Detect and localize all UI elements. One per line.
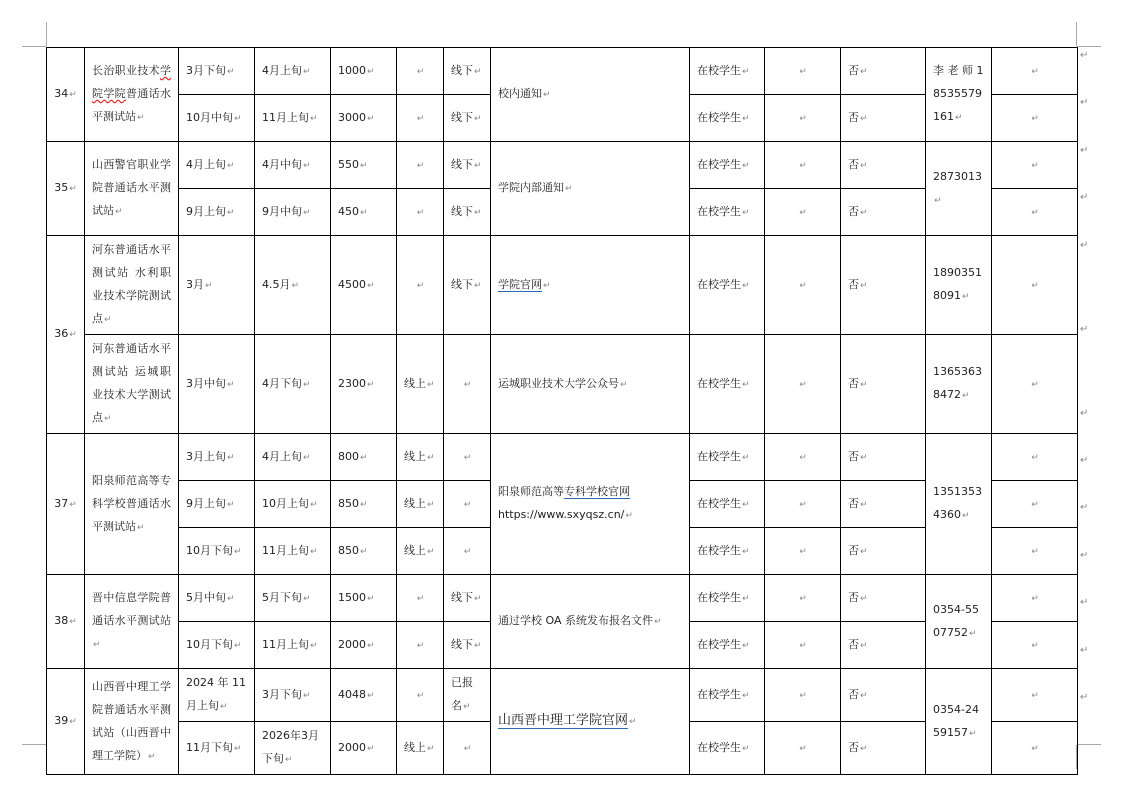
row-end-mark: ↵	[1080, 597, 1089, 608]
extra-cell[interactable]: ↵	[765, 669, 841, 722]
note[interactable]: ↵	[992, 434, 1078, 481]
open-to-public[interactable]: 否↵	[841, 95, 926, 142]
row-end-mark: ↵	[1080, 502, 1089, 513]
target-group[interactable]: 在校学生↵	[690, 48, 765, 95]
registration-start[interactable]: 3月上旬↵	[179, 434, 255, 481]
notice-channel[interactable]: 校内通知↵	[491, 48, 690, 142]
notice-channel[interactable]: 学院官网↵	[491, 236, 690, 335]
crop-mark-bottom-right-h	[1077, 744, 1101, 745]
row-end-mark: ↵	[1080, 97, 1089, 108]
test-time[interactable]: 4月中旬↵	[255, 142, 331, 189]
note[interactable]: ↵	[992, 48, 1078, 95]
mode-offline[interactable]: 已报名↵	[444, 669, 491, 722]
crop-mark-bottom-left-h	[22, 744, 46, 745]
note[interactable]: ↵	[992, 481, 1078, 528]
quota[interactable]: 800↵	[331, 434, 397, 481]
contact[interactable]: 2873013↵	[926, 142, 992, 236]
mode-offline[interactable]: ↵	[444, 335, 491, 434]
target-group[interactable]: 在校学生↵	[690, 722, 765, 775]
station-name[interactable]: 晋中信息学院普通话水平测试站↵	[85, 575, 179, 669]
target-group[interactable]: 在校学生↵	[690, 434, 765, 481]
row-end-mark: ↵	[1080, 324, 1089, 335]
open-to-public[interactable]: 否↵	[841, 481, 926, 528]
open-to-public[interactable]: 否↵	[841, 335, 926, 434]
note[interactable]: ↵	[992, 575, 1078, 622]
registration-start[interactable]: 9月上旬↵	[179, 481, 255, 528]
notice-url[interactable]: https://www.sxyqsz.cn/	[498, 508, 625, 521]
note[interactable]: ↵	[992, 236, 1078, 335]
row-number[interactable]: 37↵	[47, 434, 85, 575]
target-group[interactable]: 在校学生↵	[690, 236, 765, 335]
test-time[interactable]: 11月上旬↵	[255, 95, 331, 142]
open-to-public[interactable]: 否↵	[841, 722, 926, 775]
note[interactable]: ↵	[992, 189, 1078, 236]
target-group[interactable]: 在校学生↵	[690, 528, 765, 575]
table-row	[47, 236, 1078, 335]
mode-online[interactable]: ↵	[397, 189, 444, 236]
row-end-mark: ↵	[1080, 145, 1089, 156]
table-row	[47, 575, 1078, 622]
mode-online[interactable]: 线上↵	[397, 722, 444, 775]
mode-offline[interactable]: 线下↵	[444, 622, 491, 669]
extra-cell[interactable]: ↵	[765, 236, 841, 335]
row-end-mark: ↵	[1080, 455, 1089, 466]
mode-online[interactable]: ↵	[397, 622, 444, 669]
mode-online[interactable]: 线上↵	[397, 481, 444, 528]
extra-cell[interactable]: ↵	[765, 48, 841, 95]
registration-start[interactable]: 2024 年 11 月上旬↵	[179, 669, 255, 722]
notice-link[interactable]: 专科学校官网	[564, 485, 630, 498]
note[interactable]: ↵	[992, 95, 1078, 142]
mode-offline[interactable]: ↵	[444, 528, 491, 575]
quota[interactable]: 4048↵	[331, 669, 397, 722]
quota[interactable]: 1000↵	[331, 48, 397, 95]
open-to-public[interactable]: 否↵	[841, 48, 926, 95]
registration-start[interactable]: 4月上旬↵	[179, 142, 255, 189]
quota[interactable]: 2300↵	[331, 335, 397, 434]
notice-channel[interactable]: 阳泉师范高等专科学校官网 https://www.sxyqsz.cn/↵	[491, 434, 690, 575]
test-time[interactable]: 4月上旬↵	[255, 434, 331, 481]
test-time[interactable]: 4月下旬↵	[255, 335, 331, 434]
test-time[interactable]: 10月上旬↵	[255, 481, 331, 528]
extra-cell[interactable]: ↵	[765, 142, 841, 189]
note[interactable]: ↵	[992, 528, 1078, 575]
quota[interactable]: 1500↵	[331, 575, 397, 622]
mode-offline[interactable]: 线下↵	[444, 575, 491, 622]
quota[interactable]: 2000↵	[331, 722, 397, 775]
mode-online[interactable]: 线上↵	[397, 434, 444, 481]
test-time[interactable]: 4月上旬↵	[255, 48, 331, 95]
mode-online[interactable]: ↵	[397, 95, 444, 142]
note[interactable]: ↵	[992, 622, 1078, 669]
notice-link[interactable]: 山西晋中理工学院官网	[498, 713, 629, 728]
station-name[interactable]: 阳泉师范高等专科学校普通话水平测试站↵	[85, 434, 179, 575]
quota[interactable]: 850↵	[331, 481, 397, 528]
mode-online[interactable]: 线上↵	[397, 528, 444, 575]
quota[interactable]: 550↵	[331, 142, 397, 189]
contact[interactable]: 13653638472↵	[926, 335, 992, 434]
note[interactable]: ↵	[992, 142, 1078, 189]
open-to-public[interactable]: 否↵	[841, 575, 926, 622]
notice-channel[interactable]: 学院内部通知↵	[491, 142, 690, 236]
registration-start[interactable]: 3月下旬↵	[179, 48, 255, 95]
crop-mark-top-left-h	[22, 46, 46, 47]
registration-start[interactable]: 10月中旬↵	[179, 95, 255, 142]
contact[interactable]: 0354-2459157↵	[926, 669, 992, 775]
open-to-public[interactable]: 否↵	[841, 622, 926, 669]
target-group[interactable]: 在校学生↵	[690, 669, 765, 722]
row-number[interactable]: 34↵	[47, 48, 85, 142]
registration-start[interactable]: 3月中旬↵	[179, 335, 255, 434]
row-end-mark: ↵	[1080, 192, 1089, 203]
quota[interactable]: 2000↵	[331, 622, 397, 669]
target-group[interactable]: 在校学生↵	[690, 575, 765, 622]
row-end-mark: ↵	[1080, 408, 1089, 419]
target-group[interactable]: 在校学生↵	[690, 142, 765, 189]
registration-start[interactable]: 5月中旬↵	[179, 575, 255, 622]
registration-start[interactable]: 3月↵	[179, 236, 255, 335]
quota[interactable]: 3000↵	[331, 95, 397, 142]
test-time[interactable]: 3月下旬↵	[255, 669, 331, 722]
open-to-public[interactable]: 否↵	[841, 142, 926, 189]
target-group[interactable]: 在校学生↵	[690, 95, 765, 142]
mode-online[interactable]: ↵	[397, 48, 444, 95]
test-time[interactable]: 9月中旬↵	[255, 189, 331, 236]
extra-cell[interactable]: ↵	[765, 481, 841, 528]
open-to-public[interactable]: 否↵	[841, 669, 926, 722]
station-name[interactable]: 山西警官职业学院普通话水平测试站↵	[85, 142, 179, 236]
target-group[interactable]: 在校学生↵	[690, 189, 765, 236]
extra-cell[interactable]: ↵	[765, 335, 841, 434]
mode-online[interactable]: ↵	[397, 669, 444, 722]
row-number[interactable]: 35↵	[47, 142, 85, 236]
notice-link[interactable]: 学院官网	[498, 277, 542, 291]
test-time[interactable]: 5月下旬↵	[255, 575, 331, 622]
note[interactable]: ↵	[992, 335, 1078, 434]
notice-channel[interactable]: 山西晋中理工学院官网↵	[491, 669, 690, 775]
table-row	[47, 335, 1078, 434]
quota[interactable]: 450↵	[331, 189, 397, 236]
row-end-mark: ↵	[1080, 50, 1089, 61]
table-row	[47, 669, 1078, 722]
crop-mark-top-right-h	[1077, 46, 1101, 47]
open-to-public[interactable]: 否↵	[841, 236, 926, 335]
mode-offline[interactable]: 线下↵	[444, 142, 491, 189]
note[interactable]: ↵	[992, 669, 1078, 722]
contact[interactable]: 18903518091↵	[926, 236, 992, 335]
mode-offline[interactable]: 线下↵	[444, 48, 491, 95]
mode-offline[interactable]: ↵	[444, 434, 491, 481]
row-end-mark: ↵	[1080, 645, 1089, 656]
row-end-mark: ↵	[1080, 692, 1089, 703]
registration-start[interactable]: 10月下旬↵	[179, 528, 255, 575]
test-time[interactable]: 11月上旬↵	[255, 528, 331, 575]
station-name[interactable]: 河东普通话水平测试站 运城职业技术大学测试点↵	[85, 335, 179, 434]
mode-online[interactable]: ↵	[397, 236, 444, 335]
test-time[interactable]: 2026年3月下旬↵	[255, 722, 331, 775]
mode-offline[interactable]: ↵	[444, 722, 491, 775]
open-to-public[interactable]: 否↵	[841, 189, 926, 236]
row-end-mark: ↵	[1080, 550, 1089, 561]
extra-cell[interactable]: ↵	[765, 622, 841, 669]
mode-offline[interactable]: 线下↵	[444, 95, 491, 142]
row-number[interactable]: 36↵	[47, 236, 85, 434]
target-group[interactable]: 在校学生↵	[690, 481, 765, 528]
contact[interactable]: 李 老 师 18535579161↵	[926, 48, 992, 142]
extra-cell[interactable]: ↵	[765, 95, 841, 142]
mode-offline[interactable]: ↵	[444, 481, 491, 528]
quota[interactable]: 4500↵	[331, 236, 397, 335]
mode-online[interactable]: 线上↵	[397, 335, 444, 434]
table-row	[47, 48, 1078, 95]
extra-cell[interactable]: ↵	[765, 434, 841, 481]
open-to-public[interactable]: 否↵	[841, 528, 926, 575]
contact[interactable]: 13513534360↵	[926, 434, 992, 575]
contact[interactable]: 0354-5507752↵	[926, 575, 992, 669]
crop-mark-top-right-v	[1076, 22, 1077, 46]
row-end-mark: ↵	[1080, 240, 1089, 251]
extra-cell[interactable]: ↵	[765, 189, 841, 236]
extra-cell[interactable]: ↵	[765, 722, 841, 775]
table-row	[47, 142, 1078, 189]
extra-cell[interactable]: ↵	[765, 528, 841, 575]
target-group[interactable]: 在校学生↵	[690, 622, 765, 669]
registration-start[interactable]: 9月上旬↵	[179, 189, 255, 236]
station-name[interactable]: 长治职业技术学院学院普通话水平测试站↵	[85, 48, 179, 142]
test-schedule-table	[46, 47, 1078, 775]
row-number[interactable]: 38↵	[47, 575, 85, 669]
test-time[interactable]: 11月上旬↵	[255, 622, 331, 669]
quota[interactable]: 850↵	[331, 528, 397, 575]
mode-online[interactable]: ↵	[397, 575, 444, 622]
row-number[interactable]: 39↵	[47, 669, 85, 775]
note[interactable]: ↵	[992, 722, 1078, 775]
spellcheck-underline: 学院学院	[92, 64, 171, 100]
mode-offline[interactable]: 线下↵	[444, 236, 491, 335]
crop-mark-top-left-v	[46, 22, 47, 46]
mode-offline[interactable]: 线下↵	[444, 189, 491, 236]
test-time[interactable]: 4.5月↵	[255, 236, 331, 335]
registration-start[interactable]: 11月下旬↵	[179, 722, 255, 775]
notice-channel[interactable]: 运城职业技术大学公众号↵	[491, 335, 690, 434]
mode-online[interactable]: ↵	[397, 142, 444, 189]
station-name[interactable]: 河东普通话水平测试站 水利职业技术学院测试点↵	[85, 236, 179, 335]
table-row	[47, 434, 1078, 481]
open-to-public[interactable]: 否↵	[841, 434, 926, 481]
extra-cell[interactable]: ↵	[765, 575, 841, 622]
station-name[interactable]: 山西晋中理工学院普通话水平测试站（山西晋中理工学院）↵	[85, 669, 179, 775]
notice-channel[interactable]: 通过学校 OA 系统发布报名文件↵	[491, 575, 690, 669]
target-group[interactable]: 在校学生↵	[690, 335, 765, 434]
registration-start[interactable]: 10月下旬↵	[179, 622, 255, 669]
